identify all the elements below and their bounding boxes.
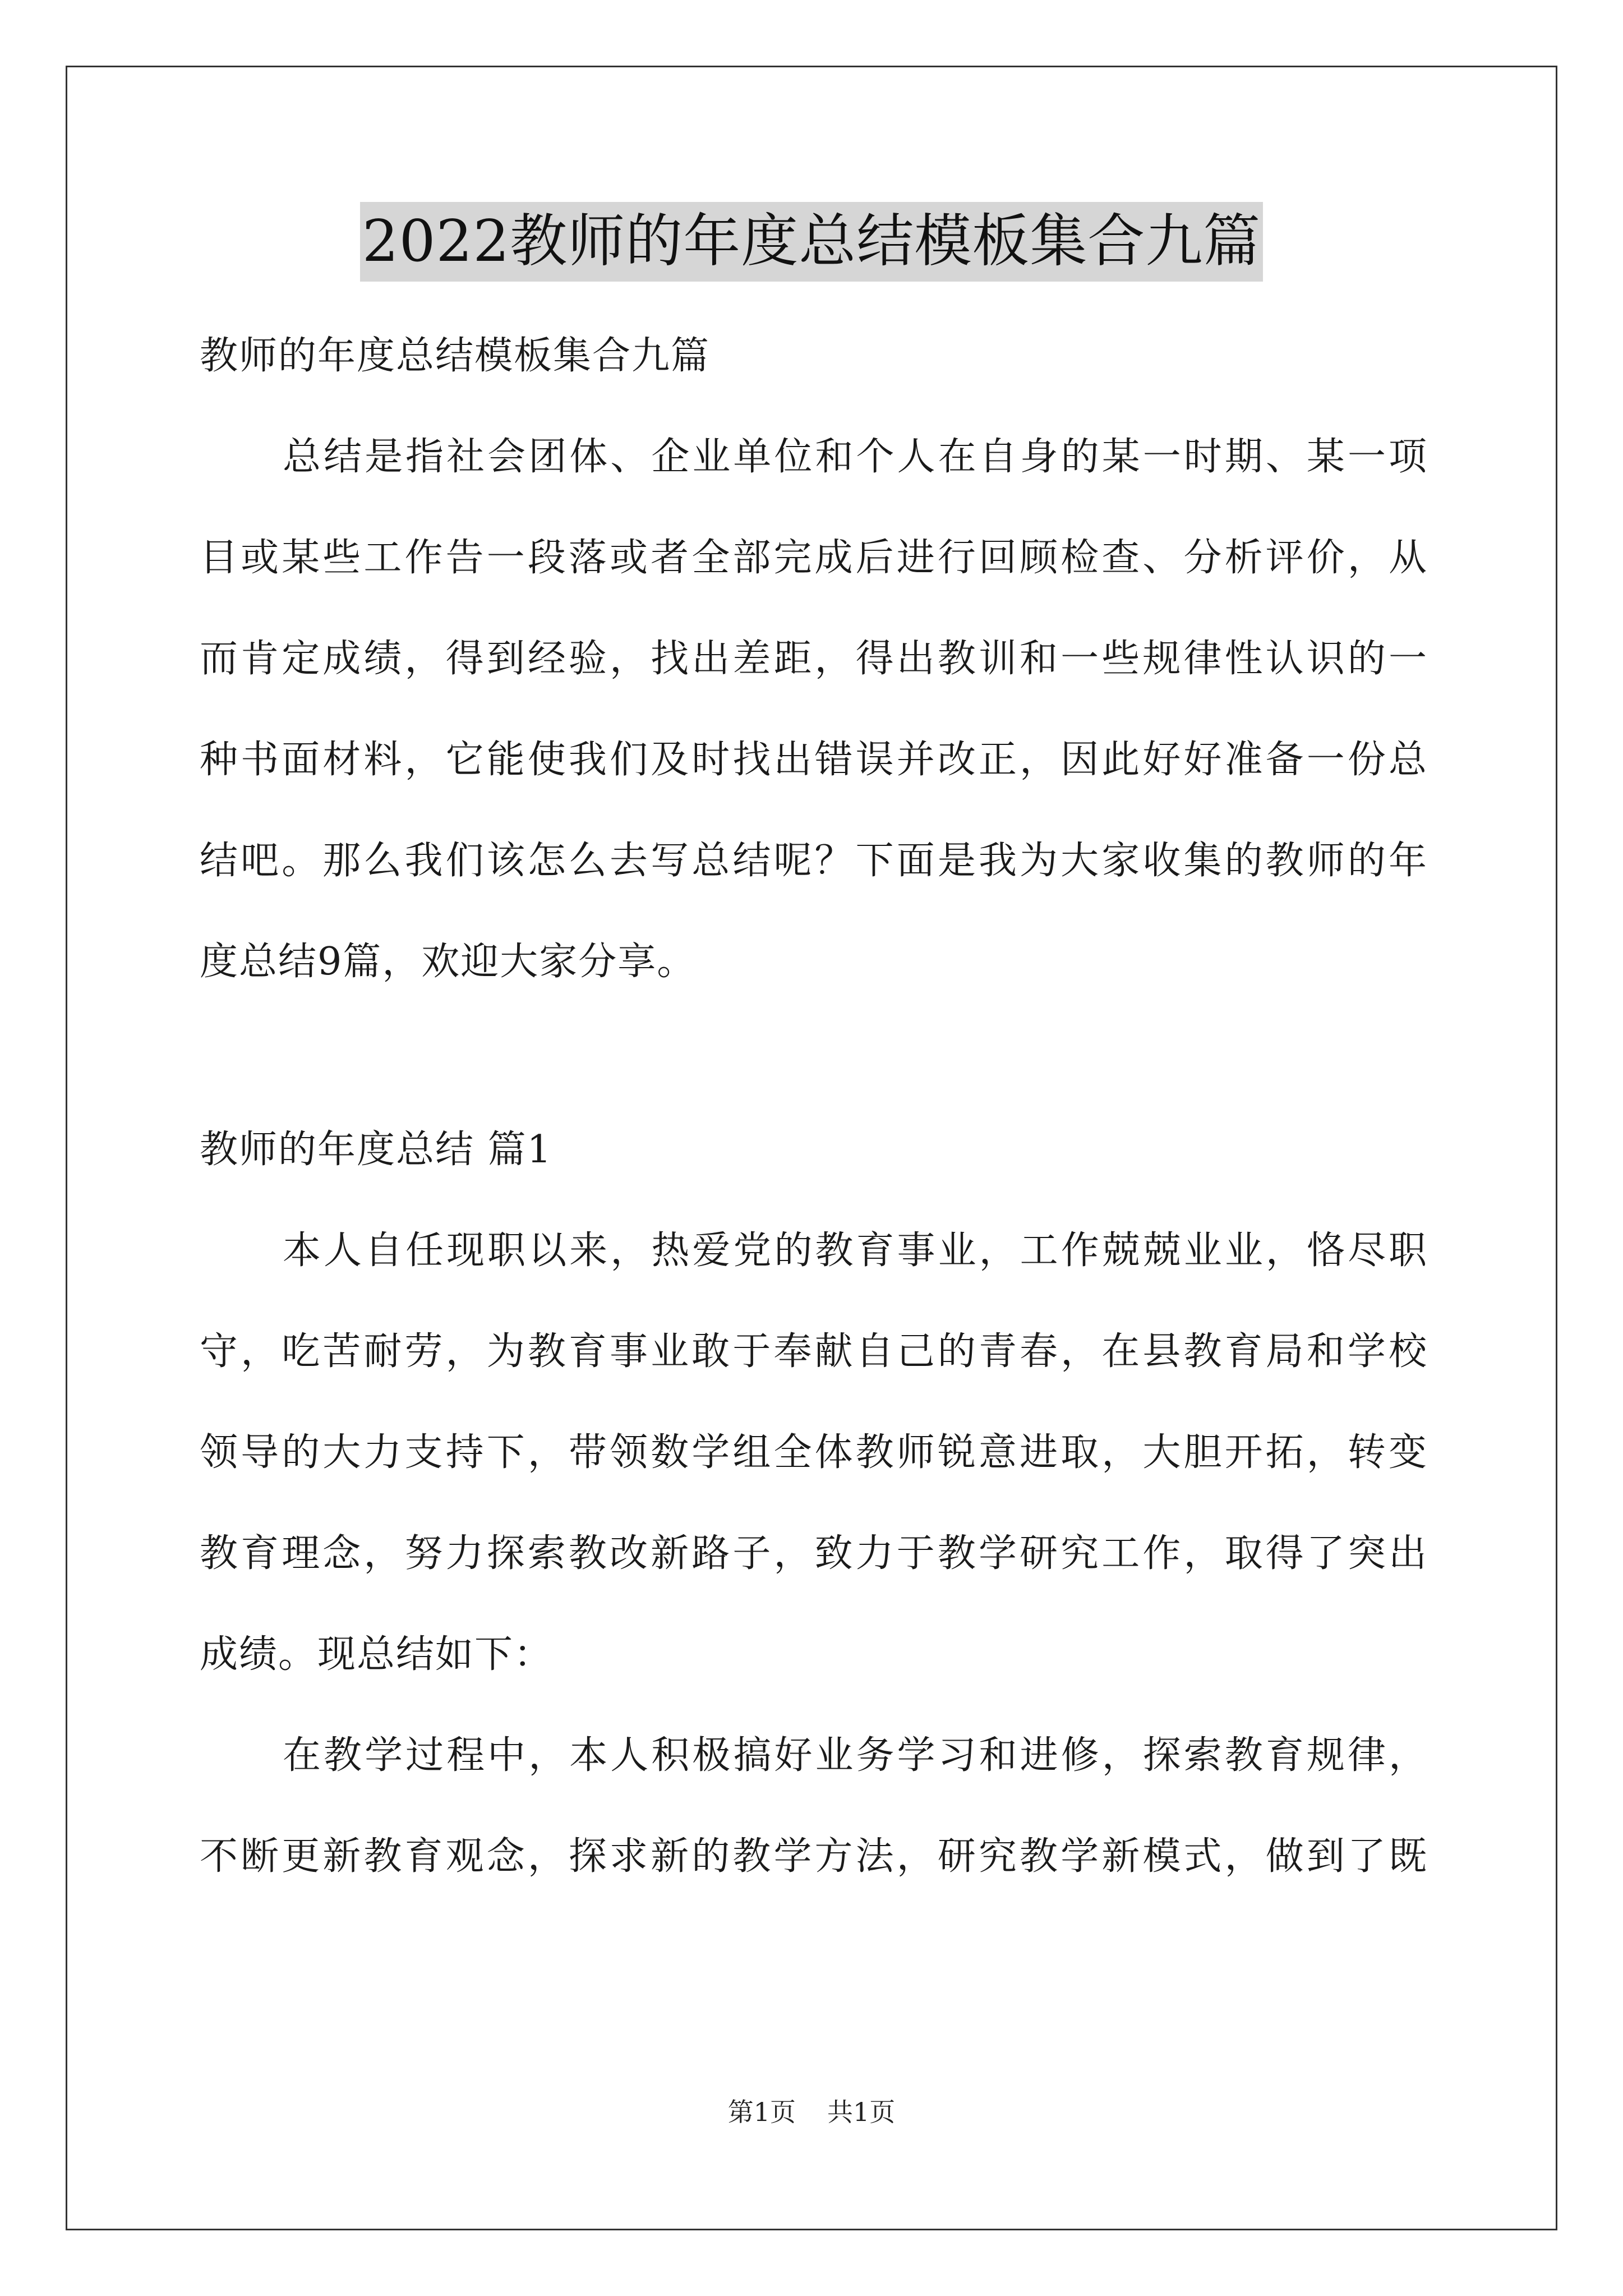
paragraph-line: 领导的大力支持下，带领数学组全体教师锐意进取，大胆开拓，转变 xyxy=(200,1430,1428,1475)
page-number-current: 第1页 xyxy=(727,2097,796,2127)
paragraph-line: 目或某些工作告一段落或者全部完成后进行回顾检查、分析评价，从 xyxy=(200,536,1428,580)
paragraph-line: 总结是指社会团体、企业单位和个人在自身的某一时期、某一项 xyxy=(283,435,1428,479)
document-title: 2022教师的年度总结模板集合九篇 xyxy=(360,202,1264,282)
section-spacer xyxy=(200,1013,1428,1099)
paragraph-line: 守，吃苦耐劳，为教育事业敢于奉献自己的青春，在县教育局和学校 xyxy=(200,1329,1428,1374)
document-body xyxy=(200,306,1428,1907)
paragraph-line: 而肯定成绩，得到经验，找出差距，得出教训和一些规律性认识的一 xyxy=(200,637,1428,681)
paragraph-line: 教育理念，努力探索教改新路子，致力于教学研究工作，取得了突出 xyxy=(200,1531,1428,1576)
paragraph-line: 结吧。那么我们该怎么去写总结呢？下面是我为大家收集的教师的年 xyxy=(200,839,1428,883)
section-heading: 教师的年度总结 篇1 xyxy=(200,1128,552,1172)
document-subtitle: 教师的年度总结模板集合九篇 xyxy=(200,334,711,378)
title-container xyxy=(0,202,1623,282)
paragraph-line: 成绩。现总结如下： xyxy=(200,1632,554,1677)
paragraph-line: 度总结9篇，欢迎大家分享。 xyxy=(200,940,697,984)
paragraph-line: 本人自任现职以来，热爱党的教育事业，工作兢兢业业，恪尽职 xyxy=(283,1228,1428,1273)
paragraph-line: 不断更新教育观念，探求新的教学方法，研究教学新模式，做到了既 xyxy=(200,1834,1428,1879)
paragraph-line: 种书面材料，它能使我们及时找出错误并改正，因此好好准备一份总 xyxy=(200,738,1428,782)
paragraph-line: 在教学过程中，本人积极搞好业务学习和进修，探索教育规律， xyxy=(283,1733,1428,1778)
page-footer xyxy=(0,2095,1623,2129)
page-number-total: 共1页 xyxy=(827,2097,896,2127)
